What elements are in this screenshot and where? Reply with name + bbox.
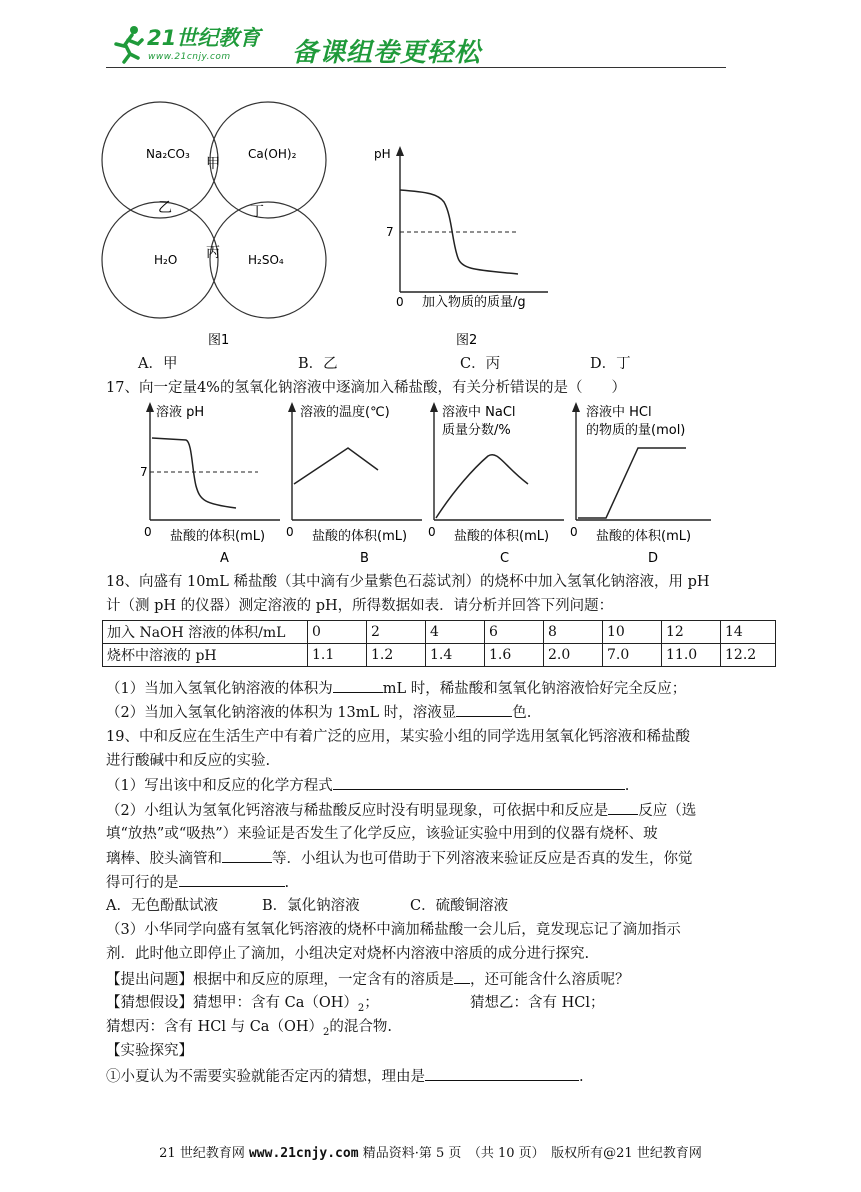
arrow-icon	[430, 402, 438, 412]
page-footer	[0, 1142, 861, 1161]
footer-site: 21 世纪教育网	[159, 1146, 245, 1161]
table-cell: 6	[485, 621, 544, 644]
q18-line2: 计（测 pH 的仪器）测定溶液的 pH，所得数据如表．请分析并回答下列问题：	[106, 598, 614, 614]
answer-blank[interactable]	[456, 702, 512, 717]
q19-guess3	[106, 1017, 392, 1043]
q19-s2-text-c: 璃棒、胶头滴管和	[106, 851, 222, 867]
q19-s2-text-a: （2）小组认为氢氧化钙溶液与稀盐酸反应时没有明显现象，可依据中和反应是	[106, 803, 609, 819]
answer-blank[interactable]	[454, 969, 470, 984]
graph-b-ylabel: 溶液的温度(℃)	[300, 405, 390, 420]
arrow-icon	[572, 402, 580, 412]
label-caoh2: Ca(OH)₂	[248, 147, 297, 161]
q16-option-a: A．甲	[138, 356, 178, 372]
graph-c-origin: 0	[428, 525, 436, 539]
region-ding: 丁	[250, 204, 264, 220]
graph-d-origin: 0	[570, 525, 578, 539]
graph-c-ylabel2: 质量分数/%	[442, 423, 511, 438]
answer-blank[interactable]	[608, 800, 638, 815]
table-row	[103, 644, 776, 667]
guess3-end: 的混合物.	[329, 1019, 392, 1035]
graph-b-letter: B	[360, 551, 369, 566]
answer-blank[interactable]	[425, 1066, 579, 1081]
region-jia: 甲	[206, 156, 220, 172]
table-cell: 1.2	[367, 644, 426, 667]
answer-blank[interactable]	[179, 872, 285, 887]
table-cell: 7.0	[603, 644, 662, 667]
table-cell: 4	[426, 621, 485, 644]
region-yi: 乙	[158, 200, 172, 216]
q18-sub1-text-b: mL 时，稀盐酸和氢氧化钠溶液恰好完全反应；	[382, 681, 687, 697]
figure2-ref-label: 7	[386, 225, 394, 239]
header-slogan: 备课组卷更轻松	[292, 38, 482, 68]
q19-explore-heading: 【实验探究】	[106, 1043, 193, 1059]
table-cell: 11.0	[662, 644, 721, 667]
arrow-icon	[288, 402, 296, 412]
q16-option-d: D．丁	[590, 356, 631, 372]
guess1-end: ；	[364, 995, 379, 1011]
label-h2so4: H₂SO₄	[248, 253, 284, 267]
q19-line2: 进行酸碱中和反应的实验.	[106, 753, 271, 769]
graph-b-origin: 0	[286, 525, 294, 539]
figure2-xlabel: 加入物质的质量/g	[422, 295, 526, 310]
answer-blank[interactable]	[222, 848, 272, 863]
q18-sub2	[106, 702, 531, 723]
q19-line1: 19、中和反应在生活生产中有着广泛的应用，某实验小组的同学选用氢氧化钙溶液和稀盐酸	[106, 729, 690, 745]
table-cell: 14	[721, 621, 776, 644]
figure2-ylabel: pH	[374, 147, 391, 161]
q19-question	[106, 969, 630, 990]
guess1-sub: 2	[357, 1002, 365, 1014]
guess3-text: 猜想丙：含有 HCl 与 Ca（OH）	[106, 1019, 323, 1035]
q17-stem: 17、向一定量4%的氢氧化钠溶液中逐滴加入稀盐酸，有关分析错误的是（ ）	[106, 380, 626, 396]
q17-graph-d	[566, 400, 721, 570]
q19-s2-text-b: 反应（选	[638, 803, 697, 819]
graph-a-ref: 7	[140, 465, 148, 479]
figure1-circles	[100, 92, 350, 352]
table-cell: 2	[367, 621, 426, 644]
graph-a-origin: 0	[144, 525, 152, 539]
q19-s2-text-d: 等．小组认为也可借助于下列溶液来验证反应是否真的发生，你觉	[272, 851, 693, 867]
table-cell: 烧杯中溶液的 pH	[103, 644, 308, 667]
q19-guess2: 猜想乙：含有 HCl；	[470, 995, 605, 1011]
graph-d-xlabel: 盐酸的体积(mL)	[596, 529, 692, 544]
table-cell: 1.6	[485, 644, 544, 667]
item1-end: .	[579, 1069, 584, 1085]
y-axis-arrow-icon	[396, 146, 404, 156]
q19-s2-l2: 填“放热”或“吸热”）来验证是否发生了化学反应，该验证实验中用到的仪器有烧杯、玻	[106, 826, 658, 842]
figure2-caption: 图2	[456, 333, 478, 348]
q19-s2-l1	[106, 800, 696, 821]
region-bing: 丙	[206, 245, 220, 261]
guess1-text: 【猜想假设】猜想甲：含有 Ca（OH）	[106, 995, 358, 1011]
q19-s1-text-a: （1）写出该中和反应的化学方程式	[106, 778, 333, 794]
table-cell: 8	[544, 621, 603, 644]
q19-s1	[106, 775, 629, 796]
q19-s3-l1: （3）小华同学向盛有氢氧化钙溶液的烧杯中滴加稀盐酸一会儿后，竟发现忘记了滴加指示	[106, 922, 681, 938]
table-cell: 12	[662, 621, 721, 644]
table-cell: 加入 NaOH 溶液的体积/mL	[103, 621, 308, 644]
footer-page-info: 精品资料·第 5 页 （共 10 页） 版权所有@21 世纪教育网	[362, 1146, 702, 1161]
arrow-icon	[146, 402, 154, 412]
q18-sub2-text-a: （2）当加入氢氧化钠溶液的体积为 13mL 时，溶液显	[106, 705, 457, 721]
item1-text: ①小夏认为不需要实验就能否定丙的猜想，理由是	[106, 1069, 425, 1085]
table-cell: 1.4	[426, 644, 485, 667]
graph-c-xlabel: 盐酸的体积(mL)	[454, 529, 550, 544]
label-h2o: H₂O	[154, 253, 178, 267]
q19-s2-l3	[106, 848, 693, 869]
q18-sub2-text-b: 色.	[512, 705, 532, 721]
footer-url[interactable]: www.21cnjy.com	[248, 1146, 359, 1161]
q19-s1-text-b: .	[624, 778, 630, 794]
q19-option-b: B．氯化钠溶液	[262, 898, 360, 914]
table-cell: 12.2	[721, 644, 776, 667]
header-url[interactable]: www.21cnjy.com	[148, 52, 231, 62]
q19-item1	[106, 1066, 584, 1087]
graph-d-ylabel1: 溶液中 HCl	[586, 405, 652, 420]
q19-s3-l2: 剂．此时他立即停止了滴加，小组决定对烧杯内溶液中溶质的成分进行探究.	[106, 946, 590, 962]
graph-b-xlabel: 盐酸的体积(mL)	[312, 529, 408, 544]
q18-sub1-text-a: （1）当加入氢氧化钠溶液的体积为	[106, 681, 333, 697]
q19-s2-text-f: .	[284, 875, 290, 891]
graph-d-letter: D	[648, 551, 659, 566]
q17-graph-c	[424, 400, 574, 570]
q19-option-a: A．无色酚酞试液	[106, 898, 218, 914]
q16-option-c: C．丙	[460, 356, 501, 372]
q19-question-text-a: 【提出问题】根据中和反应的原理，一定含有的溶质是	[106, 972, 454, 988]
answer-blank[interactable]	[333, 775, 625, 790]
ph-data-table	[102, 620, 776, 667]
label-na2co3: Na₂CO₃	[146, 147, 190, 161]
table-cell: 10	[603, 621, 662, 644]
figure1-caption: 图1	[208, 333, 230, 348]
graph-c-ylabel1: 溶液中 NaCl	[442, 405, 516, 420]
q19-guess1	[106, 993, 379, 1019]
q19-question-text-b: ，还可能含什么溶质呢？	[470, 972, 630, 988]
header-rule	[106, 67, 726, 68]
q17-graph-a	[140, 400, 290, 570]
table-cell: 0	[308, 621, 367, 644]
runner-logo-icon	[112, 24, 146, 64]
q18-line1: 18、向盛有 10mL 稀盐酸（其中滴有少量紫色石蕊试剂）的烧杯中加入氢氧化钠溶液，用 pH	[106, 574, 710, 590]
graph-a-ylabel: 溶液 pH	[156, 405, 205, 420]
q17-graph-b	[282, 400, 432, 570]
table-cell: 2.0	[544, 644, 603, 667]
graph-a-xlabel: 盐酸的体积(mL)	[170, 529, 266, 544]
table-cell: 1.1	[308, 644, 367, 667]
guess3-sub: 2	[322, 1026, 330, 1038]
figure2-origin: 0	[396, 295, 404, 309]
q18-sub1	[106, 678, 686, 699]
q19-option-c: C．硫酸铜溶液	[410, 898, 509, 914]
graph-d-ylabel2: 的物质的量(mol)	[586, 423, 686, 438]
q16-option-b: B．乙	[298, 356, 338, 372]
answer-blank[interactable]	[333, 678, 383, 693]
header-brand: 21世纪教育	[147, 26, 261, 50]
table-row	[103, 621, 776, 644]
graph-c-letter: C	[500, 551, 510, 566]
q19-s2-text-e: 得可行的是	[106, 875, 179, 891]
q19-s2-l4	[106, 872, 289, 893]
graph-a-letter: A	[220, 551, 229, 566]
figure2-ph-graph	[368, 92, 558, 352]
